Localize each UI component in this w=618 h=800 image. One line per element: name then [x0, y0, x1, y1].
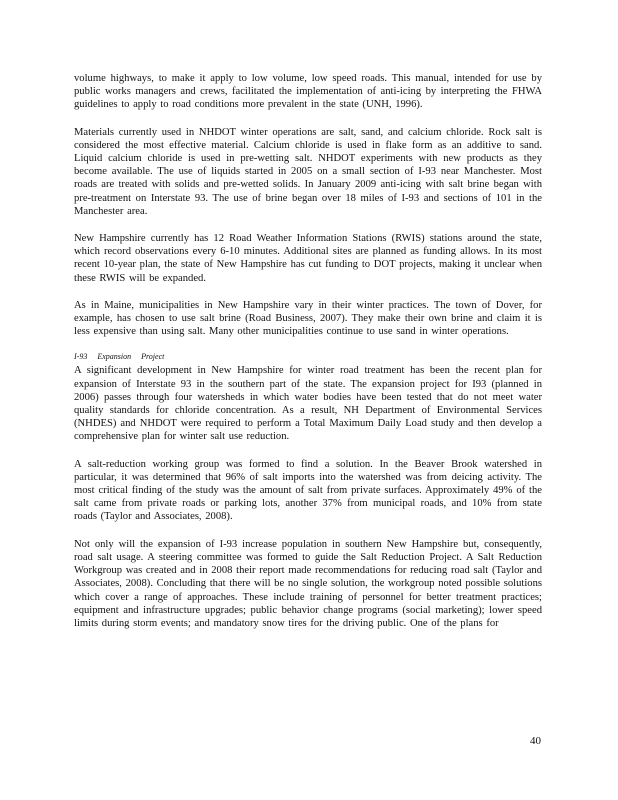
paragraph-salt-reduction: A salt-reduction working group was formed to find a solution. In the Beaver Brook watershed in particular, it was determined that 96% of salt imports into the watershed was from deicing activity. The most critical finding of the study was the amount of salt from private surfaces. Approximately 49% of the salt came from private roads or parking lots, another 37% from municipal roads, and 10% from state roads (Taylor and Associates, 2008). [74, 458, 542, 523]
paragraph-municipalities: As in Maine, municipalities in New Hampshire vary in their winter practices. The town of Dover, for example, has chosen to use salt brine (Road Business, 2007). They make their own brine and claim it is less expensive than using salt. Many other municipalities continue to use sand in winter operations. [74, 299, 542, 338]
paragraph-expansion: A significant development in New Hampshire for winter road treatment has been the recent plan for expansion of Interstate 93 in the southern part of the state. The expansion project for I93 (planned in 2006) passes through four watersheds in which water bodies have been tested that do not meet water quality standards for chloride concentration. As a result, NH Department of Environmental Services (NHDES) and NHDOT were required to perform a Total Maximum Daily Load study and then develop a comprehensive plan for winter salt use reduction. [74, 365, 542, 443]
paragraph-rwis: New Hampshire currently has 12 Road Weather Information Stations (RWIS) stations around the state, which record observations every 6-10 minutes. Additional sites are planned as funding allows. In its most recent 10-year plan, the state of New Hampshire has cut funding to DOT projects, making it unclear when these RWIS will be expanded. [74, 233, 542, 284]
page-number: 40 [530, 735, 541, 747]
paragraph-workgroup: Not only will the expansion of I-93 increase population in southern New Hampshire but, consequently, road salt usage. A steering committee was formed to guide the Salt Reduction Project. A Salt Reduction Workgroup was created and in 2008 their report made recommendations for reducing road salt (Taylor and Associates, 2008). Concluding that there will be no single solution, the workgroup noted possible solutions which cover a range of approaches. These include training of personnel for better treatment practices; equipment and infrastructure upgrades; public behavior change programs (social marketing); lower speed limits during storm events; and mandatory snow tires for the driving public. One of the plans for [74, 538, 543, 629]
section-subheading: I-93 Expansion Project [74, 352, 165, 362]
paragraph-materials: Materials currently used in NHDOT winter operations are salt, sand, and calcium chloride. Rock salt is considered the most effective material. Calcium chloride is used in flake form as an additive to sand. Liquid calcium chloride is used in pre-wetting salt. NHDOT experiments with new products as they become available. The use of liquids started in 2005 on a small section of I-93 near Manchester. Most roads are treated with solids and pre-wetted solids. In January 2009 anti-icing with salt brine began with pre-treatment on Interstate 93. The use of brine began over 18 miles of I-93 and sections of 101 in the Manchester area. [74, 126, 542, 217]
document-body [74, 72, 542, 644]
paragraph-manual: volume highways, to make it apply to low volume, low speed roads. This manual, intended for use by public works managers and crews, facilitated the implementation of anti-icing by interpreting the FHWA guidelines to apply to road conditions more prevalent in the state (UNH, 1996). [74, 73, 542, 111]
